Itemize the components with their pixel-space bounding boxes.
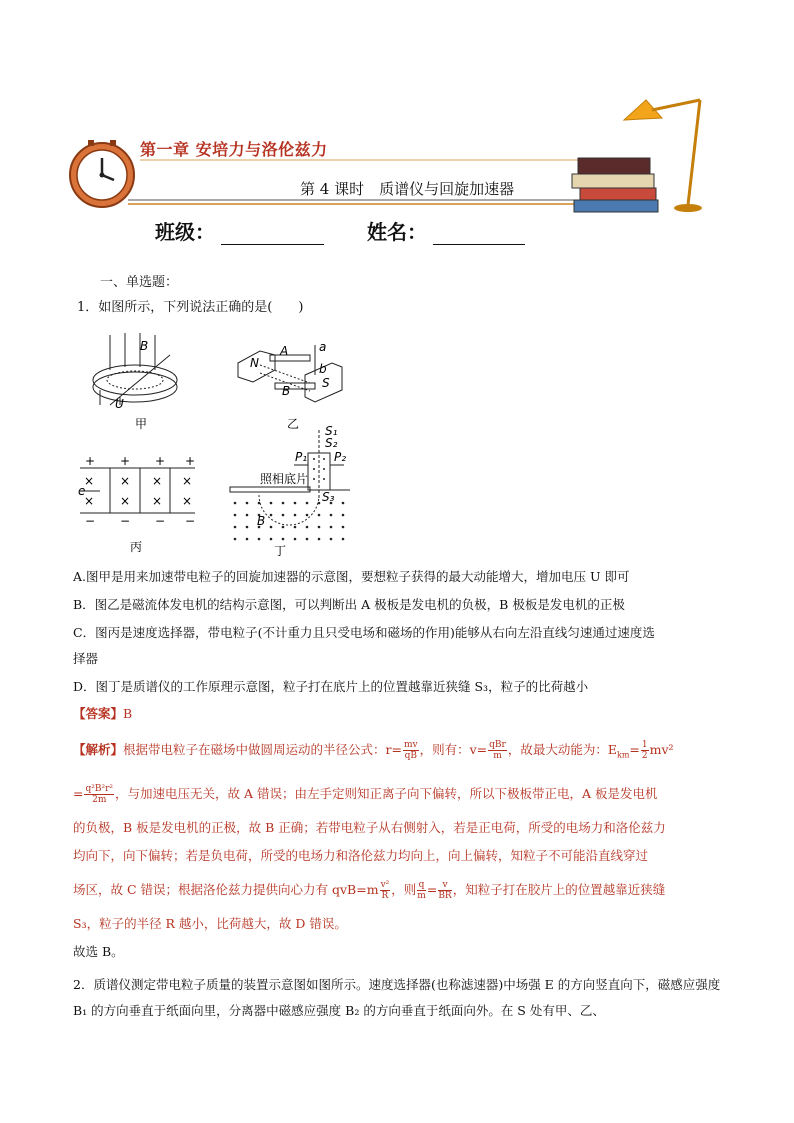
fig-label-B0: B	[257, 514, 266, 528]
cross-7: ×	[152, 494, 163, 508]
fig-label-film: 照相底片	[260, 472, 309, 486]
fig-label-S3: S₃	[322, 490, 335, 504]
answer-value: B	[123, 706, 133, 721]
answer-tag: 【答案】	[73, 706, 124, 721]
cross-3: ×	[152, 474, 163, 488]
option-a: A.图甲是用来加速带电粒子的回旋加速器的示意图，要想粒子获得的最大动能增大，增加电压 U 即可	[73, 569, 630, 584]
fig-label-S1: S₁	[325, 424, 338, 438]
analysis-line-2: = $\frac{\text{q²B²r²}}{2m}$ ，与加速电压无关，故 A 错误；由左手定则知正离子向下偏转，所以下极板带正电，A 板是发电机	[73, 784, 658, 805]
answer-line	[73, 700, 723, 728]
lesson-title: 第 4 课时 质谱仪与回旋加速器	[300, 180, 515, 198]
fig-label-B: B	[140, 339, 149, 353]
cross-2: ×	[120, 474, 131, 488]
option-b: B．图乙是磁流体发电机的结构示意图，可以判断出 A 极板是发电机的负极，B 极板是发电机的正极	[73, 597, 625, 612]
option-d: D．图丁是质谱仪的工作原理示意图，粒子打在底片上的位置越靠近狭缝 S₃，粒子的比荷越小	[73, 679, 589, 694]
minus-2: −	[120, 514, 131, 528]
plus-3: +	[155, 454, 166, 468]
cross-4: ×	[182, 474, 193, 488]
plus-1: +	[85, 454, 96, 468]
fig-label-N: N	[250, 356, 259, 370]
question-2-stem: 2．质谱仪测定带电粒子质量的装置示意图如图所示。速度选择器(也称滤速器)中场强 E 的方向竖直向下，磁感应强度 B₁ 的方向垂直于纸面向里，分离器中磁感应强度 B₂ 的方向垂直于纸面向外。在 S 处有甲、乙、	[73, 977, 721, 1018]
class-blank[interactable]	[221, 224, 324, 245]
question-1-stem: 1．如图所示，下列说法正确的是( )	[77, 300, 304, 315]
cross-1: ×	[84, 474, 95, 488]
fig-label-a: a	[319, 340, 327, 354]
option-c-line1: C．图丙是速度选择器，带电粒子(不计重力且只受电场和磁场的作用)能够从右向左沿直线匀速通过速度选	[73, 625, 655, 640]
question-1-figures	[70, 325, 370, 565]
fig-caption-ding: 丁	[274, 544, 287, 558]
cross-5: ×	[84, 494, 95, 508]
class-label: 班级：	[155, 220, 215, 244]
name-blank[interactable]	[433, 224, 525, 245]
name-label: 姓名：	[366, 220, 427, 244]
fig-label-S2: S₂	[325, 436, 338, 450]
analysis-tag: 【解析】	[73, 742, 124, 757]
section-title: 一、单选题：	[100, 275, 179, 290]
fig-label-b: b	[319, 362, 327, 376]
conclusion: 故选 B。	[73, 944, 124, 959]
fig-label-Bb: B	[282, 384, 291, 398]
minus-3: −	[155, 514, 166, 528]
minus-1: −	[85, 514, 96, 528]
fig-label-U: U	[115, 397, 124, 411]
fig-caption-bing: 丙	[130, 540, 143, 554]
fig-caption-yi: 乙	[287, 417, 300, 431]
analysis-line-3: 的负极，B 板是发电机的正极，故 B 正确；若带电粒子从右侧射入，若是正电荷，所受的电场力和洛伦兹力	[73, 820, 666, 835]
option-c-line2: 择器	[73, 651, 99, 666]
fig-label-A: A	[280, 344, 289, 358]
fig-label-e: e	[78, 484, 86, 498]
fig-caption-jia: 甲	[135, 417, 148, 431]
cross-6: ×	[120, 494, 131, 508]
analysis-line-1: 【解析】根据带电粒子在磁场中做圆周运动的半径公式：r= $\frac{mv}{qB}$ ，则有：v= $\frac{\text{qBr}}{m}$ ，故最大动能为：$E_{km}=$ $\frac{1}{2}$ mv²	[73, 740, 674, 761]
plus-4: +	[185, 454, 196, 468]
analysis-line-5: 场区，故 C 错误；根据洛伦兹力提供向心力有 qvB=m $\frac{\text{v²}}{R}$ ，则 $\frac{q}{m}$ = $\frac{v}{BR}$ ，知粒子打在胶片上的位置越靠近狭缝	[73, 880, 666, 901]
cross-8: ×	[182, 494, 193, 508]
figure-cyclotron	[93, 333, 177, 405]
plus-2: +	[120, 454, 131, 468]
analysis-line-4: 均向下，向下偏转；若是负电荷，所受的电场力和洛伦兹力均向上，向上偏转，知粒子不可能沿直线穿过	[73, 848, 649, 863]
chapter-title: 第一章 安培力与洛伦兹力	[140, 140, 328, 159]
fig-label-S: S	[322, 376, 330, 390]
fig-label-P2: P₂	[334, 450, 347, 464]
clock-icon	[70, 140, 134, 207]
books-stack-icon	[572, 158, 658, 212]
minus-4: −	[185, 514, 196, 528]
figure-velocity-selector	[80, 468, 195, 513]
fig-label-P1: P₁	[295, 450, 308, 464]
class-name-row	[155, 216, 525, 245]
analysis-line-6: S₃，粒子的半径 R 越小，比荷越大，故 D 错误。	[73, 916, 347, 931]
